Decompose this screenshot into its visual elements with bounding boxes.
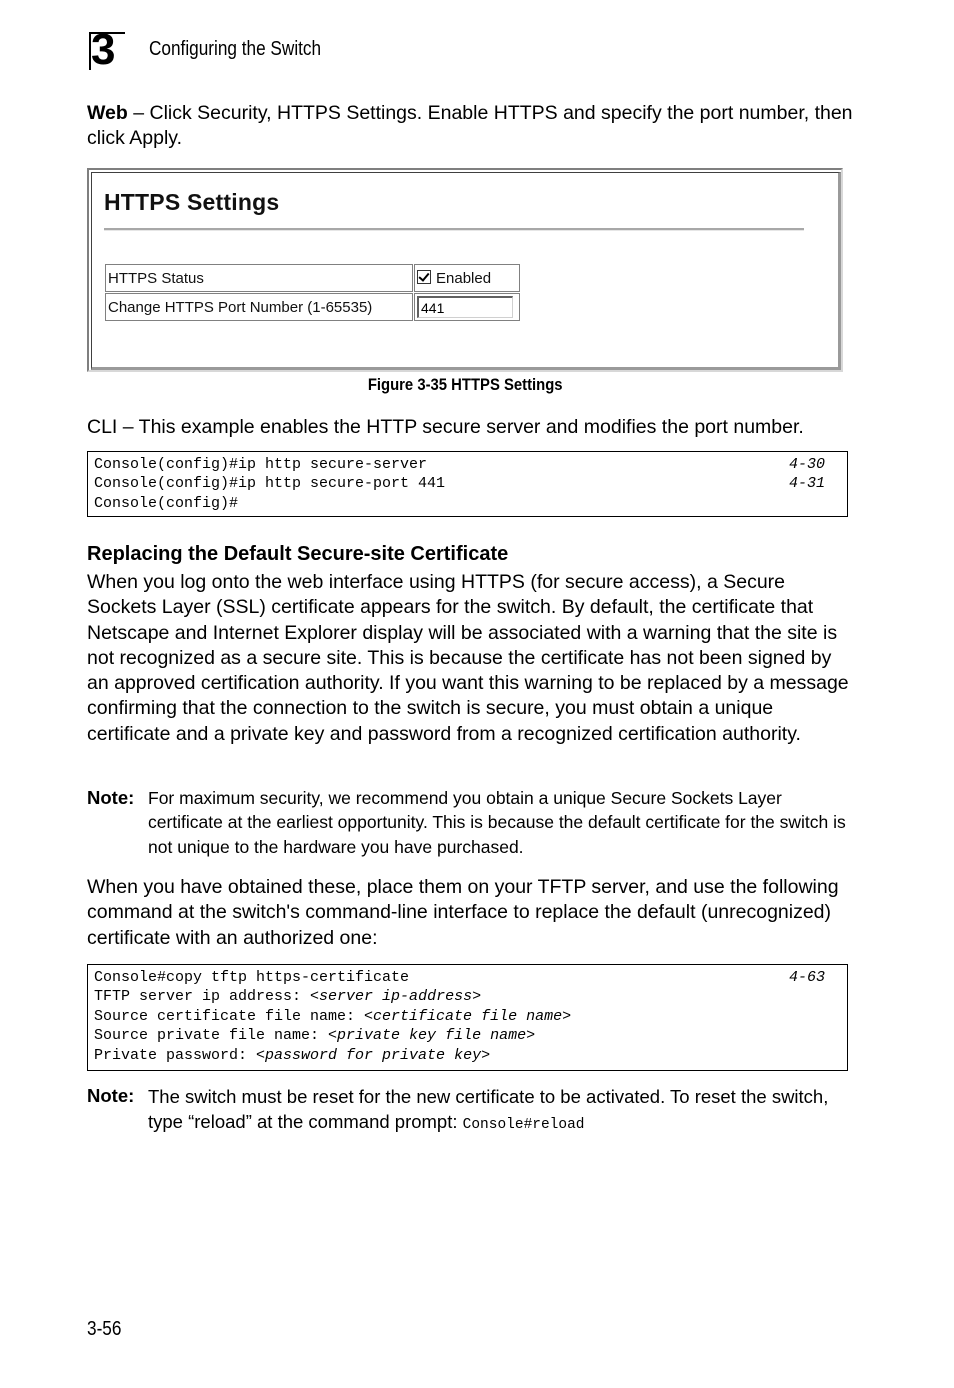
https-port-cell — [414, 293, 520, 321]
https-port-input[interactable] — [417, 296, 513, 318]
https-settings-table — [104, 263, 521, 322]
panel-title-rule — [104, 228, 804, 231]
note-text: The switch must be reset for the new certificate to be activated. To reset the switch, type “reload” at the command prompt: Console#reload — [148, 1086, 829, 1133]
code-line: Source private file name: <private key file name> — [94, 1027, 536, 1045]
note-text: For maximum security, we recommend you obtain a unique Secure Sockets Layer certificate at the earliest opportunity. This is because the default certificate for the switch is not unique to the hardware you have purchased. — [148, 788, 846, 857]
command-reference: 4-30 — [789, 456, 826, 473]
table-row — [105, 293, 520, 321]
panel-title: HTTPS Settings — [104, 189, 280, 215]
cli-example-1 — [87, 451, 848, 517]
https-status-cell — [414, 264, 520, 292]
code-line: TFTP server ip address: <server ip-address> — [94, 988, 482, 1006]
https-enabled-label: Enabled — [436, 269, 492, 287]
figure-caption: Figure 3-35 HTTPS Settings — [367, 376, 563, 394]
command-reference: 4-63 — [789, 969, 826, 986]
table-row — [105, 264, 520, 292]
note-label: Note: — [87, 787, 135, 808]
cli-example-2 — [87, 964, 848, 1071]
web-step-text: – Click Security, HTTPS Settings. Enable HTTPS and specify the port number, then click Apply. — [87, 102, 853, 150]
code-parameter: private key file name — [337, 1027, 527, 1045]
web-step-lead: Web — [87, 102, 128, 124]
https-enabled-checkbox[interactable] — [417, 270, 431, 284]
code-parameter: password for private key — [265, 1046, 482, 1064]
section-heading: Replacing the Default Secure-site Certificate — [87, 543, 509, 565]
cli-intro: CLI – This example enables the HTTP secure server and modifies the port number. — [87, 416, 804, 438]
section-intro: When you log onto the web interface using HTTPS (for secure access), a Secure Sockets Layer (SSL) certificate appears for the switch. By default, the certificate that Netscape and Internet Explorer display will be associated with a warning that the site is not recognized as a secure site. This is because the certificate has not been signed by an approved certification authority. If you want this warning to be replaced by a message confirming that the connection to the switch is secure, you must obtain a unique certificate and a private key and password from a recognized certification authority. — [87, 571, 849, 745]
code-line: Console(config)#ip http secure-server 4-30 — [94, 456, 826, 473]
certificate-instructions: When you have obtained these, place them on your TFTP server, and use the following command at the switch's command-line interface to replace the default (unrecognized) certificate with an authorized one: — [87, 876, 839, 949]
page-number: 3-56 — [87, 1318, 122, 1340]
command-reference: 4-31 — [789, 475, 826, 493]
code-parameter: certificate file name — [373, 1007, 563, 1025]
code-parameter: server ip-address — [319, 988, 473, 1006]
code-line: Source certificate file name: <certificate file name> — [94, 1007, 572, 1025]
chapter-number: 3 — [91, 25, 116, 74]
code-line: Console(config)# — [94, 494, 239, 512]
inline-command: Console#reload — [462, 1117, 585, 1133]
code-line: Private password: <password for private key> — [94, 1046, 491, 1064]
code-line: Console(config)#ip http secure-port 441 4-31 — [94, 475, 826, 493]
https-port-label: Change HTTPS Port Number (1-65535) — [105, 293, 413, 321]
running-header: Configuring the Switch — [149, 38, 322, 60]
https-status-label: HTTPS Status — [105, 264, 413, 292]
code-line: Console#copy tftp https-certificate 4-63 — [94, 969, 826, 986]
web-step-paragraph — [87, 101, 857, 152]
note-label: Note: — [87, 1085, 135, 1106]
